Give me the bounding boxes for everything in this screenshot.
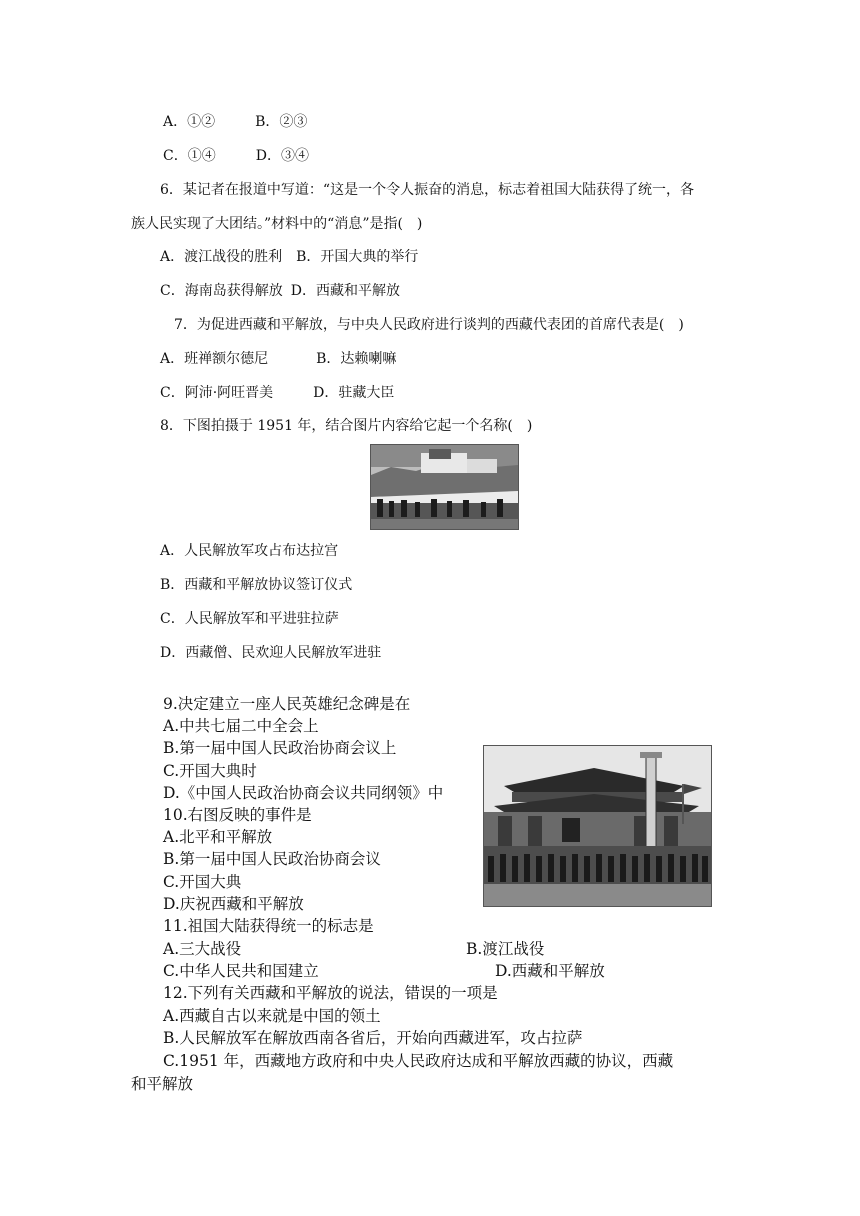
tiananmen-photo — [483, 745, 712, 907]
q6-options-row2 — [160, 281, 400, 301]
q8-option-a: A．人民解放军攻占布达拉宫 — [160, 543, 339, 559]
q5-option-a: A．①② — [163, 114, 216, 130]
q7-options-row2 — [160, 383, 394, 403]
q7-stem: 7．为促进西藏和平解放，与中央人民政府进行谈判的西藏代表团的首席代表是( ) — [174, 317, 684, 333]
q11-option-c: C.中华人民共和国建立 — [163, 962, 319, 980]
q12-option-a: A.西藏自古以来就是中国的领土 — [163, 1007, 381, 1025]
q7-option-d: D．驻藏大臣 — [313, 385, 395, 401]
q11-option-b: B.渡江战役 — [466, 940, 545, 958]
q9-stem: 9.决定建立一座人民英雄纪念碑是在 — [163, 695, 411, 713]
q6-options-row1 — [160, 247, 418, 267]
q5-options-row2 — [163, 146, 309, 166]
q10-option-d: D.庆祝西藏和平解放 — [163, 895, 304, 913]
potala-photo-drawing — [371, 445, 518, 529]
q5-options-row1 — [163, 112, 307, 132]
q7-option-c: C．阿沛·阿旺晋美 — [160, 385, 274, 401]
q7-option-b: B．达赖喇嘛 — [316, 351, 397, 367]
q5-option-d: D．③④ — [255, 148, 309, 164]
q6-option-b: B．开国大典的举行 — [296, 249, 419, 265]
q8-stem: 8．下图拍摄于 1951 年，结合图片内容给它起一个名称( ) — [160, 418, 533, 434]
q8-option-d: D．西藏僧、民欢迎人民解放军进驻 — [160, 645, 382, 661]
q6-stem-line1: 6．某记者在报道中写道：“这是一个令人振奋的消息，标志着祖国大陆获得了统一，各 — [160, 182, 695, 198]
q9-option-b: B.第一届中国人民政治协商会议上 — [163, 739, 397, 757]
q8-option-c: C．人民解放军和平进驻拉萨 — [160, 611, 339, 627]
q6-option-d: D．西藏和平解放 — [290, 283, 400, 299]
q10-stem: 10.右图反映的事件是 — [163, 806, 312, 824]
q11-stem: 11.祖国大陆获得统一的标志是 — [163, 917, 374, 935]
q5-option-b: B．②③ — [255, 114, 308, 130]
q9-option-c: C.开国大典时 — [163, 762, 257, 780]
q11-option-a: A.三大战役 — [163, 940, 242, 958]
q10-option-c: C.开国大典 — [163, 873, 242, 891]
q6-option-c: C．海南岛获得解放 — [160, 283, 283, 299]
q12-option-b: B.人民解放军在解放西南各省后，开始向西藏进军，攻占拉萨 — [163, 1029, 583, 1047]
q8-option-b: B．西藏和平解放协议签订仪式 — [160, 577, 353, 593]
q7-options-row1 — [160, 349, 396, 369]
q12-option-c-line2: 和平解放 — [131, 1075, 194, 1093]
q9-option-a: A.中共七届二中全会上 — [163, 717, 319, 735]
tiananmen-photo-drawing — [484, 746, 711, 906]
q12-option-c-line1: C.1951 年，西藏地方政府和中央人民政府达成和平解放西藏的协议，西藏 — [163, 1052, 674, 1070]
q5-option-c: C．①④ — [163, 148, 216, 164]
q10-option-a: A.北平和平解放 — [163, 828, 273, 846]
q6-option-a: A．渡江战役的胜利 — [160, 249, 283, 265]
q9-option-d: D.《中国人民政治协商会议共同纲领》中 — [163, 784, 444, 802]
q12-stem: 12.下列有关西藏和平解放的说法，错误的一项是 — [163, 984, 498, 1002]
q7-option-a: A．班禅额尔德尼 — [160, 351, 269, 367]
q11-option-d: D.西藏和平解放 — [495, 962, 605, 980]
potala-photo — [370, 444, 519, 530]
q6-stem-line2: 族人民实现了大团结。”材料中的“消息”是指( ) — [131, 216, 423, 232]
q10-option-b: B.第一届中国人民政治协商会议 — [163, 850, 381, 868]
